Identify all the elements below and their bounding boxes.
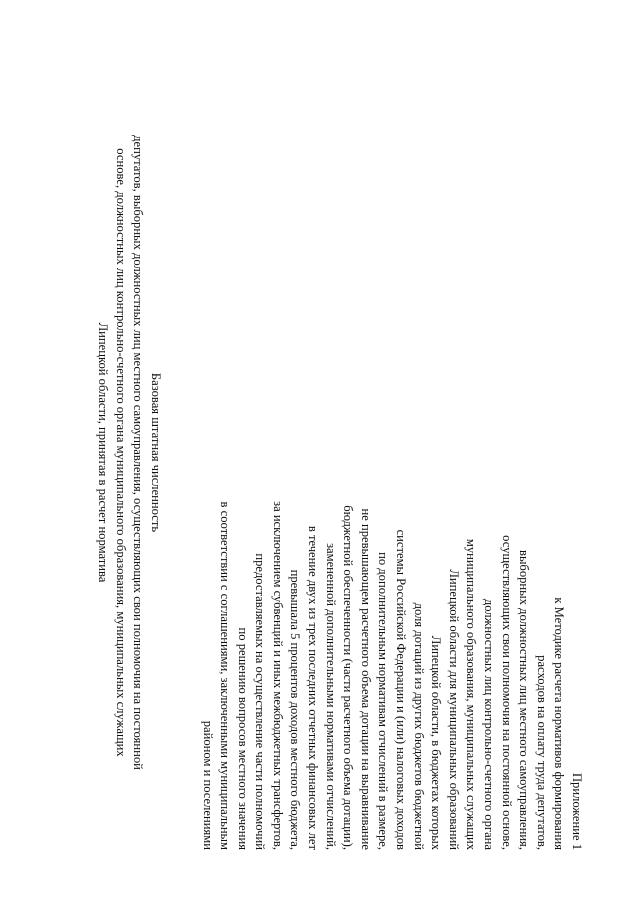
appendix-line: районом и поселениями (200, 720, 215, 850)
appendix-line: за исключением субвенций и иных межбюджетных трансфертов, (270, 501, 285, 850)
title-line: основе, должностных лиц контрольно-счетного органа муниципального образования, муниципальных служащих (113, 148, 128, 757)
document-title (94, 40, 164, 865)
appendix-header (198, 420, 585, 850)
appendix-line: предоставляемых на осуществление части полномочий (253, 553, 268, 850)
appendix-line: в течение двух из трех последних отчетных финансовых лет (306, 525, 321, 850)
appendix-line: муниципального образования, муниципальных служащих (464, 538, 479, 850)
appendix-line: к Методике расчета нормативов формирования (552, 597, 567, 850)
appendix-line: Липецкой области для муниципальных образований (446, 569, 461, 850)
appendix-line: осуществляющих свои полномочия на постоянной основе, (499, 535, 514, 850)
appendix-line: по дополнительным нормативам отчислений в размере, (376, 552, 391, 850)
appendix-line: Липецкой области, в бюджетах которых (429, 635, 444, 850)
appendix-line: доля дотаций из других бюджетов бюджетной (411, 602, 426, 850)
appendix-line: системы Российской Федерации и (или) налоговых доходов (394, 529, 409, 850)
appendix-line: выборных должностных лиц местного самоуправления, (517, 550, 532, 850)
appendix-line: расходов на оплату труда депутатов, (534, 655, 549, 850)
appendix-line: в соответствии с соглашениями, заключенными муниципальным (218, 501, 233, 850)
title-line: Липецкой области, принятая в расчет норматива (96, 322, 111, 583)
appendix-line: по решению вопросов местного значения (235, 627, 250, 850)
appendix-line: не превышающем расчетного объема дотации на выравнивание (358, 508, 373, 850)
title-line: Базовая штатная численность (149, 372, 163, 533)
appendix-line: Приложение 1 (570, 772, 584, 850)
appendix-line: замененной дополнительными нормативами отчислений, (323, 543, 338, 850)
appendix-line: бюджетной обеспеченности (части расчетного объема дотации), (341, 505, 356, 850)
appendix-line: должностных лиц контрольно-счетного органа (482, 598, 497, 850)
appendix-line: превышала 5 процентов доходов местного бюджета, (288, 569, 303, 850)
title-line: депутатов, выборных должностных лиц местного самоуправления, осуществляющих свои полномочия на постоянной (131, 135, 146, 770)
